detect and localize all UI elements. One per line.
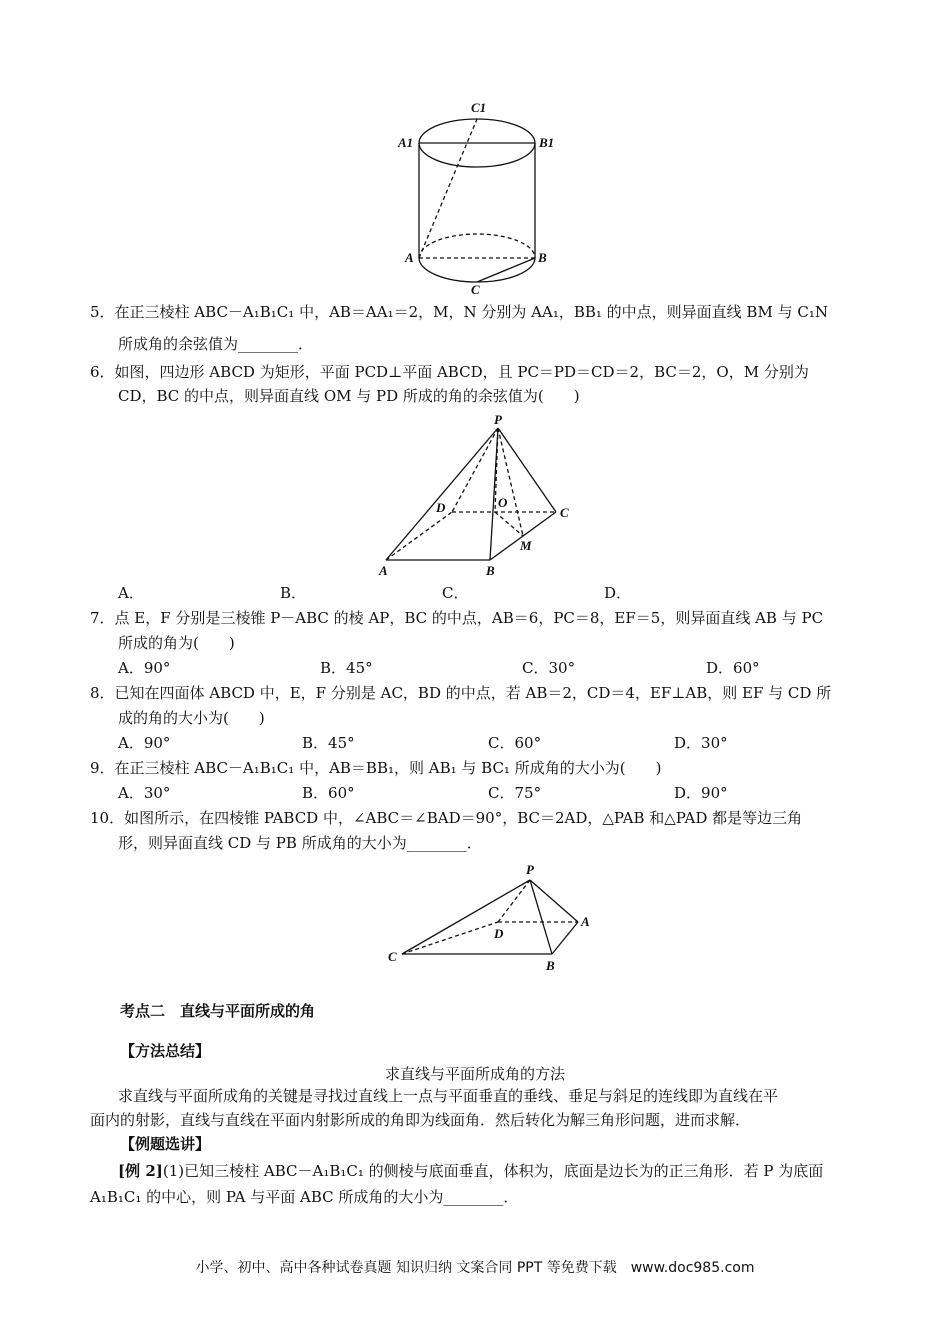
fig10-label: A: [581, 914, 590, 929]
q5-line1: 5．在正三棱柱 ABC－A₁B₁C₁ 中，AB＝AA₁＝2，M，N 分别为 AA₁，BB₁ 的中点，则异面直线 BM 与 C₁N: [90, 303, 828, 321]
fig10-label: D: [494, 926, 504, 941]
q6-line1: 6．如图，四边形 ABCD 为矩形，平面 PCD⊥平面 ABCD，且 PC＝PD＝CD＝2，BC＝2，O，M 分别为: [90, 363, 809, 381]
fig5-label: C: [471, 282, 480, 295]
q6-line2: CD，BC 的中点，则异面直线 OM 与 PD 所成的角的余弦值为( ): [118, 387, 580, 405]
q6-option-a: A．: [118, 584, 144, 602]
q9-option-b: B．60°: [302, 784, 355, 802]
fig6-label: M: [520, 538, 532, 553]
method-line1: 求直线与平面所成角的关键是寻找过直线上一点与平面垂直的垂线、垂足与斜足的连线即为直线在平: [118, 1087, 779, 1105]
fig5-label: A: [405, 250, 414, 265]
example-header: 【例题选讲】: [120, 1135, 211, 1153]
q10-line2: 形，则异面直线 CD 与 PB 所成角的大小为________．: [118, 834, 482, 852]
fig6-label: C: [560, 505, 569, 520]
q6-option-d: D．: [604, 584, 632, 602]
fig5-label: B: [538, 250, 547, 265]
q8-option-d: D．30°: [674, 734, 728, 752]
q7-line1: 7．点 E，F 分别是三棱锥 P－ABC 的棱 AP，BC 的中点，AB＝6，PC＝8，EF＝5，则异面直线 AB 与 PC: [90, 609, 824, 627]
section-title: 考点二 直线与平面所成的角: [120, 1002, 316, 1020]
q8-option-c: C．60°: [488, 734, 542, 752]
fig6-label: A: [379, 563, 388, 578]
q6-option-c: C．: [442, 584, 469, 602]
fig6-label: P: [494, 412, 502, 427]
q7-option-b: B．45°: [320, 659, 373, 677]
q10-line1: 10．如图所示，在四棱锥 PABCD 中，∠ABC＝∠BAD＝90°，BC＝2AD，△PAB 和△PAD 都是等边三角: [90, 809, 803, 827]
pyramid-figure-q6: [370, 408, 580, 580]
fig5-label: B1: [539, 135, 555, 150]
q8-option-a: A．90°: [118, 734, 171, 752]
ex2-text: (1)已知三棱柱 ABC－A₁B₁C₁ 的侧棱与底面垂直，体积为，底面是边长为的正三角形．若 P 为底面: [162, 1162, 824, 1180]
q7-option-d: D．60°: [706, 659, 760, 677]
method-header: 【方法总结】: [120, 1042, 211, 1060]
fig10-label: P: [526, 862, 534, 877]
fig5-label: A1: [398, 135, 414, 150]
q8-option-b: B．45°: [302, 734, 355, 752]
ex2-line2: A₁B₁C₁ 的中心，则 PA 与平面 ABC 所成角的大小为________．: [90, 1188, 519, 1206]
q8-line1: 8．已知在四面体 ABCD 中，E，F 分别是 AC，BD 的中点，若 AB＝2，CD＝4，EF⊥AB，则 EF 与 CD 所: [90, 684, 832, 702]
fig10-label: C: [388, 949, 397, 964]
q7-line2: 所成的角为( ): [118, 634, 235, 652]
fig6-label: D: [436, 500, 446, 515]
q9-option-d: D．90°: [674, 784, 728, 802]
method-line2: 面内的射影，直线与直线在平面内射影所成的角即为线面角．然后转化为解三角形问题，进而求解．: [90, 1111, 751, 1129]
fig10-label: B: [546, 958, 555, 973]
ex2-line1: [118, 1160, 823, 1182]
q9-line1: 9．在正三棱柱 ABC－A₁B₁C₁ 中，AB＝BB₁，则 AB₁ 与 BC₁ 所成角的大小为( ): [90, 759, 662, 777]
q7-option-a: A．90°: [118, 659, 171, 677]
fig5-label: C1: [471, 100, 487, 115]
q7-option-c: C．30°: [522, 659, 576, 677]
fig6-label: B: [486, 563, 495, 578]
page-footer: 小学、初中、高中各种试卷真题 知识归纳 文案合同 PPT 等免费下载 www.doc985.com: [195, 1260, 755, 1276]
q9-option-a: A．30°: [118, 784, 171, 802]
method-title: 求直线与平面所成角的方法: [384, 1065, 565, 1083]
q8-line2: 成的角的大小为( ): [118, 709, 265, 727]
q5-line2: 所成角的余弦值为________．: [118, 335, 314, 353]
fig6-label: O: [498, 495, 508, 510]
cylinder-figure: [395, 95, 565, 295]
q6-option-b: B．: [280, 584, 307, 602]
q9-option-c: C．75°: [488, 784, 542, 802]
ex2-tag: [例 2]: [118, 1162, 163, 1180]
pyramid-figure-q10: [380, 858, 600, 978]
